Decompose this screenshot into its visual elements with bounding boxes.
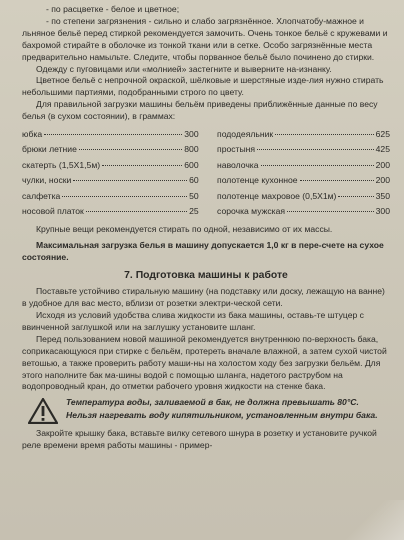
weight-name: наволочка [217,159,259,170]
weight-value: 300 [184,129,199,140]
weight-row [217,127,390,142]
list-item-dirt: - по степени загрязнения - сильно и слабо загрязнённое. Хлопчатобу-мажное и льняное бельё перед стиркой рекомендуется замочить. Очень тонкое бельё с кружевами и бахромой стирайте в оболочке из тонкой ткани или в сетке. Особо загрязнённые места предварительно намыльте. Следите, чтобы порванное бельё было починено до стирки. [22,15,388,62]
leader-dots [62,196,187,197]
weight-value: 300 [375,206,390,217]
weight-name: юбка [22,129,43,140]
weight-value: 600 [184,159,199,170]
section-title: 7. Подготовка машины к работе [124,270,288,282]
weight-name: салфетка [22,190,61,201]
weight-row [22,158,199,173]
page-glare [344,500,404,540]
leader-dots [257,149,374,150]
warning-icon [28,398,58,424]
warning-text: Температура воды, заливаемой в бак, не должна превышать 80°С. Нельзя нагревать воду кипятильником, установленным внутри бака. [66,397,378,420]
weight-row [217,189,390,204]
leader-dots [79,149,182,150]
paragraph-max-load: Максимальная загрузка белья в машину допускается 1,0 кг в пере-счете на сухое состояние. [22,240,384,263]
paragraph-buttons: Одежду с пуговицами или «молнией» застегните и выверните на-изнанку. [36,63,332,74]
weight-name: брюки летние [22,144,77,155]
weight-value: 350 [375,190,390,201]
weight-column-left [22,127,199,219]
warning-block [22,396,390,424]
weight-row [217,173,390,188]
weight-name: носовой платок [22,206,84,217]
leader-dots [261,165,374,166]
weight-value: 60 [189,175,199,186]
weight-row [217,204,390,219]
weight-row [217,158,390,173]
weight-value: 800 [184,144,199,155]
leader-dots [275,134,374,135]
paragraph-first-use: Перед пользованием новой машиной рекомендуется внутреннюю по-верхность бака, соприкасающуюся при стирке с бельём, протереть вначале влажной, а затем сухой чистой ветошью, а также проверить работу маши-ны на холостом ходу без загрузки бельём. Для этого наполните бак ма-шины водой с помощью шланга, надетого раструбом на водопроводный кран, до отметки рабочего уровня жидкости на стенке бака. [22,333,387,392]
weight-name: пододеяльник [217,129,274,140]
weight-value: 200 [375,175,390,186]
weight-name: чулки, носки [22,175,72,186]
weight-row [22,127,199,142]
leader-dots [73,180,187,181]
weight-name: полотенце кухонное [217,175,298,186]
leader-dots [44,134,182,135]
weight-name: полотенце махровое (0,5Х1м) [217,190,337,201]
paragraph-drain: Исходя из условий удобства слива жидкости из бака машины, оставь-те штуцер с ввинченной заглушкой или на заглушку установите шланг. [22,310,364,332]
list-item-color: - по расцветке - белое и цветное; [46,4,180,14]
weight-value: 50 [189,190,199,201]
paragraph-weights-intro: Для правильной загрузки машины бельём приведены приближённые данные по весу белья (в сухом состоянии), в граммах: [22,99,378,122]
weight-name: скатерть (1,5Х1,5м) [22,159,101,170]
leader-dots [86,211,187,212]
paragraph-large-items: Крупные вещи рекомендуется стирать по одной, независимо от их массы. [36,223,333,234]
weight-row [217,142,390,157]
weight-value: 25 [189,206,199,217]
paragraph-colored: Цветное бельё с непрочной окраской, шёлковые и шерстяные изде-лия нужно стирать небольшими партиями, подобранными строго по цвету. [22,75,384,98]
leader-dots [338,196,373,197]
leader-dots [300,180,374,181]
paragraph-start: Закройте крышку бака, вставьте вилку сетевого шнура в розетку и установите ручкой реле времени время работы машины - пример- [22,428,377,451]
paragraph-placement: Поставьте устойчиво стиральную машину (на подставку или доску, лежащую на ванне) в удобное для вас место, вблизи от розетки электри-ческой сети. [22,286,385,309]
weight-name: сорочка мужская [217,206,286,217]
weight-row [22,204,199,219]
weight-row [22,189,199,204]
weight-column-right [217,127,390,219]
weight-value: 425 [375,144,390,155]
leader-dots [287,211,374,212]
weight-row [22,142,199,157]
weight-name: простыня [217,144,256,155]
weight-value: 200 [375,159,390,170]
weight-value: 625 [375,129,390,140]
weight-row [22,173,199,188]
leader-dots [102,165,182,166]
weight-table [22,127,390,219]
